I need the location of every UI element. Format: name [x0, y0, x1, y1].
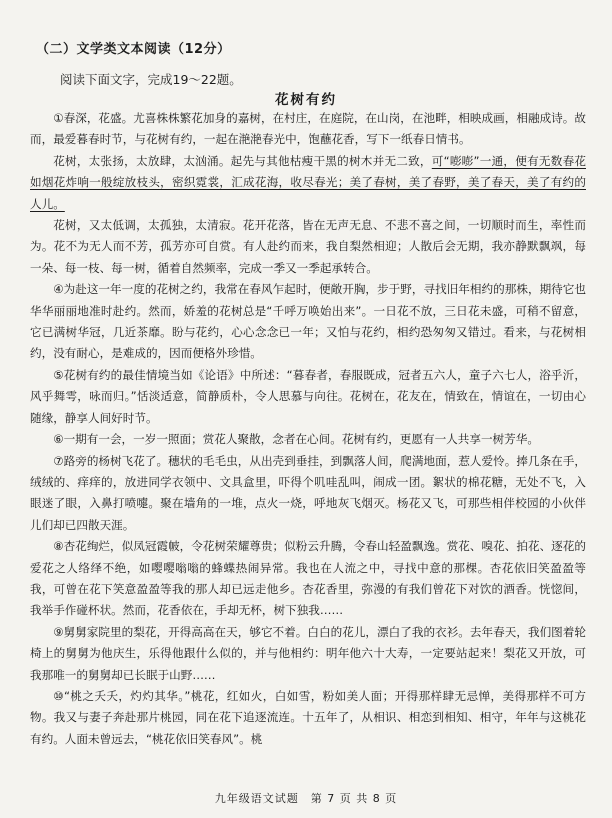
paragraph-4: ④为赴这一年一度的花树之约，我常在春风乍起时，便敞开胸，步于野，寻找旧年相约的那株，期待它也华华丽丽地准时赴约。然而，娇羞的花树总是“千呼万唤始出来”。一日花不放，三日花未盛，可稍不留意，它已满树华冠，几近茶靡。盼与花约，心心念念已一年；又怕与花约，相约恐匆匆又错过。看来，与花树相约，没有耐心，是难成的，因而便格外珍惜。 [30, 282, 586, 361]
paragraph-3: 花树，又太低调，太孤独，太清寂。花开花落，皆在无声无息、不悲不喜之间，一切顺时而生，率性而为。花不为无人而不芳，孤芳亦可自赏。有人赴约而来，我自梨然相迎；人散后会无期，我亦静默飘飒，每一朵、每一枝、每一树，循着自然频率，完成一季又一季起承转合。 [30, 218, 586, 275]
paragraph-2 [30, 151, 586, 215]
paragraph-1: ①春深，花盛。尤喜株株繁花加身的嘉树，在村庄，在庭院，在山岗，在池畔，相映成画，相融成诗。故而，最爱暮春时节，与花树有约，一起在滟滟春光中，饱蘸花香，写下一纸春日情书。 [30, 111, 586, 147]
paragraph-7: ⑦路旁的杨树飞花了。穗状的毛毛虫，从出壳到垂挂，到飘落人间，爬满地面，惹人爱怜。捧几条在手，绒绒的、痒痒的，放进同学衣领中、文具盒里，吓得个叽哇乱叫，闹成一团。絮状的棉花糖，无处不飞，入眼迷了眼，入鼻打喷嚏。聚在墙角的一堆，点火一烧，呼地灰飞烟灭。杨花又飞，可那些相伴校园的小伙伴儿们却已四散天涯。 [30, 453, 586, 532]
paragraph-6: ⑥一期有一会，一岁一照面；赏花人聚散，念者在心间。花树有约，更愿有一人共享一树芳华。 [53, 432, 539, 447]
paragraph-5: ⑤花树有约的最佳情境当如《论语》中所述：“暮春者，春服既成，冠者五六人，童子六七人，浴乎沂，风乎舞雩，咏而归。”恬淡适意，简静质朴，令人思慕与向往。花树在，花友在，情致在，情谊在，一切由心随缘，静享人间好时节。 [30, 367, 586, 425]
paragraph-9: ⑨舅舅家院里的梨花，开得高高在天，够它不着。白白的花儿，漂白了我的衣衫。去年春天，我们图着轮椅上的舅舅为他庆生，乐得他跟什么似的，并与他相约：明年他六十大寿，一定要站起来！梨花又开放，可我那唯一的舅舅却已长眠于山野…… [30, 624, 586, 682]
instruction-text: 阅读下面文字，完成19～22题。 [60, 72, 242, 87]
paragraph-10: ⑩“桃之夭夭，灼灼其华。”桃花，红如火，白如雪，粉如美人面；开得那样肆无忌惮，美得那样不可方物。我又与妻子奔赴那片桃园，同在花下追逐流连。十五年了，从相识、相恋到相知、相守，年年与这桃花有约。人面未曾远去，“桃花依旧笑春风”。桃 [30, 688, 586, 746]
paragraph-2-text: 花树，太张扬，太放肆，太汹涌。起先与其他枯瘦干黑的树木并无二致， [53, 153, 432, 168]
page-footer: 九年级语文试题 第 7 页 共 8 页 [214, 792, 398, 805]
section-heading: （二）文学类文本阅读（12分） [36, 42, 231, 57]
article-body [30, 108, 586, 750]
underlined-sentence: 可“嘭嘭”一通，便有无数春花如烟花炸响一般绽放枝头，密织霓裳，汇成花海，收尽春光；美了春树，美了春野，美了春天，美了有约的人儿。 [30, 153, 586, 211]
article-title: 花树有约 [275, 92, 337, 108]
paragraph-8: ⑧杏花绚烂，似凤冠霞帔，令花树荣耀尊贵；似粉云升腾，令春山轻盈飘逸。赏花、嗅花、拍花、逐花的爱花之人络绎不绝，如嘤嘤嗡嗡的蜂蝶热闹异常。我也在人流之中，寻找中意的那棵。杏花依旧笑盈盈等我，可曾在花下笑意盈盈等我的那人却已远走他乡。杏花香里，弥漫的有我们曾花下对饮的酒香。恍惚间，我举手作碰杯状。然而，花香依在，手却无杯，树下独我…… [30, 539, 586, 618]
